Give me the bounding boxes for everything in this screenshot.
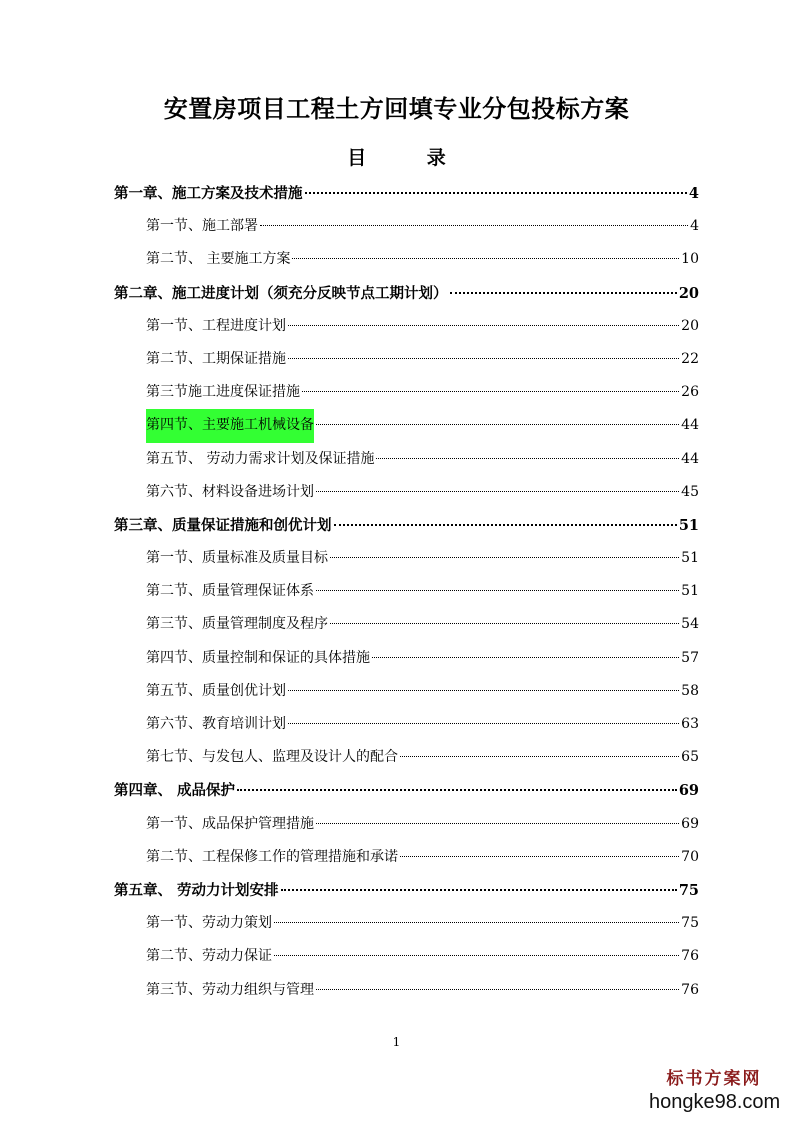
document-title: 安置房项目工程土方回填专业分包投标方案 <box>163 94 630 123</box>
toc-section-entry[interactable] <box>114 243 699 276</box>
toc-entry-page: 44 <box>681 417 699 434</box>
toc-entry-title: 第三节、劳动力组织与管理 <box>146 981 314 998</box>
toc-dot-leader <box>288 722 679 724</box>
toc-entry-title: 第三节、质量管理制度及程序 <box>146 616 328 633</box>
toc-entry-page: 20 <box>681 317 699 334</box>
toc-entry-page: 51 <box>681 550 699 567</box>
toc-entry-page: 63 <box>681 716 699 732</box>
toc-dot-leader <box>292 257 679 259</box>
toc-dot-leader <box>330 556 679 558</box>
toc-entry-title: 第六节、教育培训计划 <box>146 716 286 732</box>
toc-dot-leader <box>305 191 687 194</box>
toc-section-entry[interactable] <box>114 542 699 575</box>
toc-entry-page: 20 <box>678 284 699 302</box>
toc-chapter-entry[interactable] <box>114 774 699 807</box>
toc-section-entry[interactable] <box>114 443 699 476</box>
toc-entry-page: 51 <box>681 583 699 600</box>
toc-entry-title: 第六节、材料设备进场计划 <box>146 483 314 500</box>
toc-dot-leader <box>316 423 679 425</box>
toc-dot-leader <box>330 622 679 624</box>
toc-entry-page: 10 <box>681 251 699 268</box>
toc-chapter-entry[interactable] <box>114 874 699 907</box>
toc-entry-title: 第一节、劳动力策划 <box>146 915 272 932</box>
toc-entry-page: 69 <box>678 782 699 800</box>
watermark-url-text: hongke98.com <box>649 1091 781 1113</box>
toc-entry-title: 第二节、质量管理保证体系 <box>146 583 314 600</box>
toc-entry-title: 第四节、质量控制和保证的具体措施 <box>146 649 370 666</box>
toc-entry-title: 第三章、质量保证措施和创优计划 <box>114 516 332 534</box>
toc-dot-leader <box>376 457 679 459</box>
toc-dot-leader <box>288 357 679 359</box>
toc-entry-page: 65 <box>681 749 699 766</box>
toc-entry-title: 第五节、质量创优计划 <box>146 682 286 699</box>
toc-section-entry[interactable] <box>114 974 699 1007</box>
toc-entry-title: 第五节、 劳动力需求计划及保证措施 <box>146 450 375 467</box>
table-of-contents <box>114 177 699 1007</box>
toc-entry-page: 57 <box>681 649 699 666</box>
toc-entry-page: 45 <box>681 483 699 500</box>
toc-entry-page: 51 <box>678 516 699 534</box>
toc-section-entry[interactable] <box>114 708 699 741</box>
toc-entry-title: 第一节、工程进度计划 <box>146 317 286 334</box>
toc-section-entry[interactable] <box>114 575 699 608</box>
watermark-cn-text: 标书方案网 <box>666 1069 762 1089</box>
toc-entry-page: 26 <box>681 384 699 401</box>
toc-dot-leader <box>316 822 679 824</box>
toc-dot-leader <box>316 490 679 492</box>
toc-chapter-entry[interactable] <box>114 509 699 542</box>
toc-entry-page: 44 <box>681 450 699 467</box>
toc-entry-page: 75 <box>678 881 699 899</box>
toc-chapter-entry[interactable] <box>114 177 699 210</box>
toc-dot-leader <box>334 523 677 526</box>
toc-entry-page: 4 <box>690 218 699 235</box>
toc-dot-leader <box>316 589 679 591</box>
toc-dot-leader <box>450 291 677 294</box>
toc-entry-title: 第四章、 成品保护 <box>114 782 236 800</box>
toc-dot-leader <box>260 224 688 226</box>
toc-entry-title: 第七节、与发包人、监理及设计人的配合 <box>146 749 398 766</box>
toc-section-entry[interactable] <box>114 741 699 774</box>
toc-entry-title: 第二节、工期保证措施 <box>146 350 286 367</box>
toc-entry-title: 第二章、施工进度计划（须充分反映节点工期计划） <box>114 284 448 302</box>
toc-dot-leader <box>274 921 679 923</box>
toc-entry-title: 第一节、质量标准及质量目标 <box>146 550 328 567</box>
toc-entry-title: 第五章、 劳动力计划安排 <box>114 881 279 899</box>
toc-dot-leader <box>302 390 679 392</box>
toc-dot-leader <box>372 656 679 658</box>
toc-heading: 目 录 <box>347 147 464 169</box>
toc-section-entry[interactable] <box>114 642 699 675</box>
toc-chapter-entry[interactable] <box>114 277 699 310</box>
toc-section-entry[interactable] <box>114 608 699 641</box>
toc-entry-page: 70 <box>681 848 699 865</box>
toc-entry-title: 第一节、施工部署 <box>146 218 258 235</box>
toc-dot-leader <box>400 755 679 757</box>
toc-entry-page: 76 <box>681 948 699 965</box>
toc-entry-page: 22 <box>681 350 699 367</box>
toc-entry-page: 4 <box>688 185 699 202</box>
toc-dot-leader <box>288 324 679 326</box>
toc-entry-page: 69 <box>681 815 699 832</box>
toc-section-entry[interactable] <box>114 409 699 442</box>
toc-section-entry[interactable] <box>114 675 699 708</box>
toc-dot-leader <box>274 954 679 956</box>
toc-dot-leader <box>237 788 677 791</box>
toc-section-entry[interactable] <box>114 310 699 343</box>
toc-entry-title: 第三节施工进度保证措施 <box>146 384 300 401</box>
toc-section-entry[interactable] <box>114 476 699 509</box>
page-number: 1 <box>392 1035 401 1049</box>
toc-entry-title: 第一章、施工方案及技术措施 <box>114 185 303 202</box>
toc-section-entry[interactable] <box>114 907 699 940</box>
toc-entry-page: 54 <box>681 616 699 633</box>
toc-section-entry[interactable] <box>114 808 699 841</box>
watermark-logo <box>649 1068 779 1114</box>
toc-dot-leader <box>288 689 679 691</box>
toc-entry-page: 58 <box>681 682 699 699</box>
toc-section-entry[interactable] <box>114 841 699 874</box>
toc-entry-title: 第二节、劳动力保证 <box>146 948 272 965</box>
toc-entry-title: 第二节、 主要施工方案 <box>146 251 291 268</box>
toc-entry-title: 第一节、成品保护管理措施 <box>146 815 314 832</box>
toc-section-entry[interactable] <box>114 940 699 973</box>
toc-entry-page: 75 <box>681 915 699 932</box>
toc-dot-leader <box>281 888 677 891</box>
toc-section-entry[interactable] <box>114 210 699 243</box>
toc-section-entry[interactable] <box>114 376 699 409</box>
toc-section-entry[interactable] <box>114 343 699 376</box>
toc-entry-title: 第四节、主要施工机械设备 <box>146 409 314 442</box>
toc-entry-page: 76 <box>681 981 699 998</box>
toc-dot-leader <box>316 988 679 990</box>
toc-dot-leader <box>400 855 679 857</box>
toc-entry-title: 第二节、工程保修工作的管理措施和承诺 <box>146 848 398 865</box>
